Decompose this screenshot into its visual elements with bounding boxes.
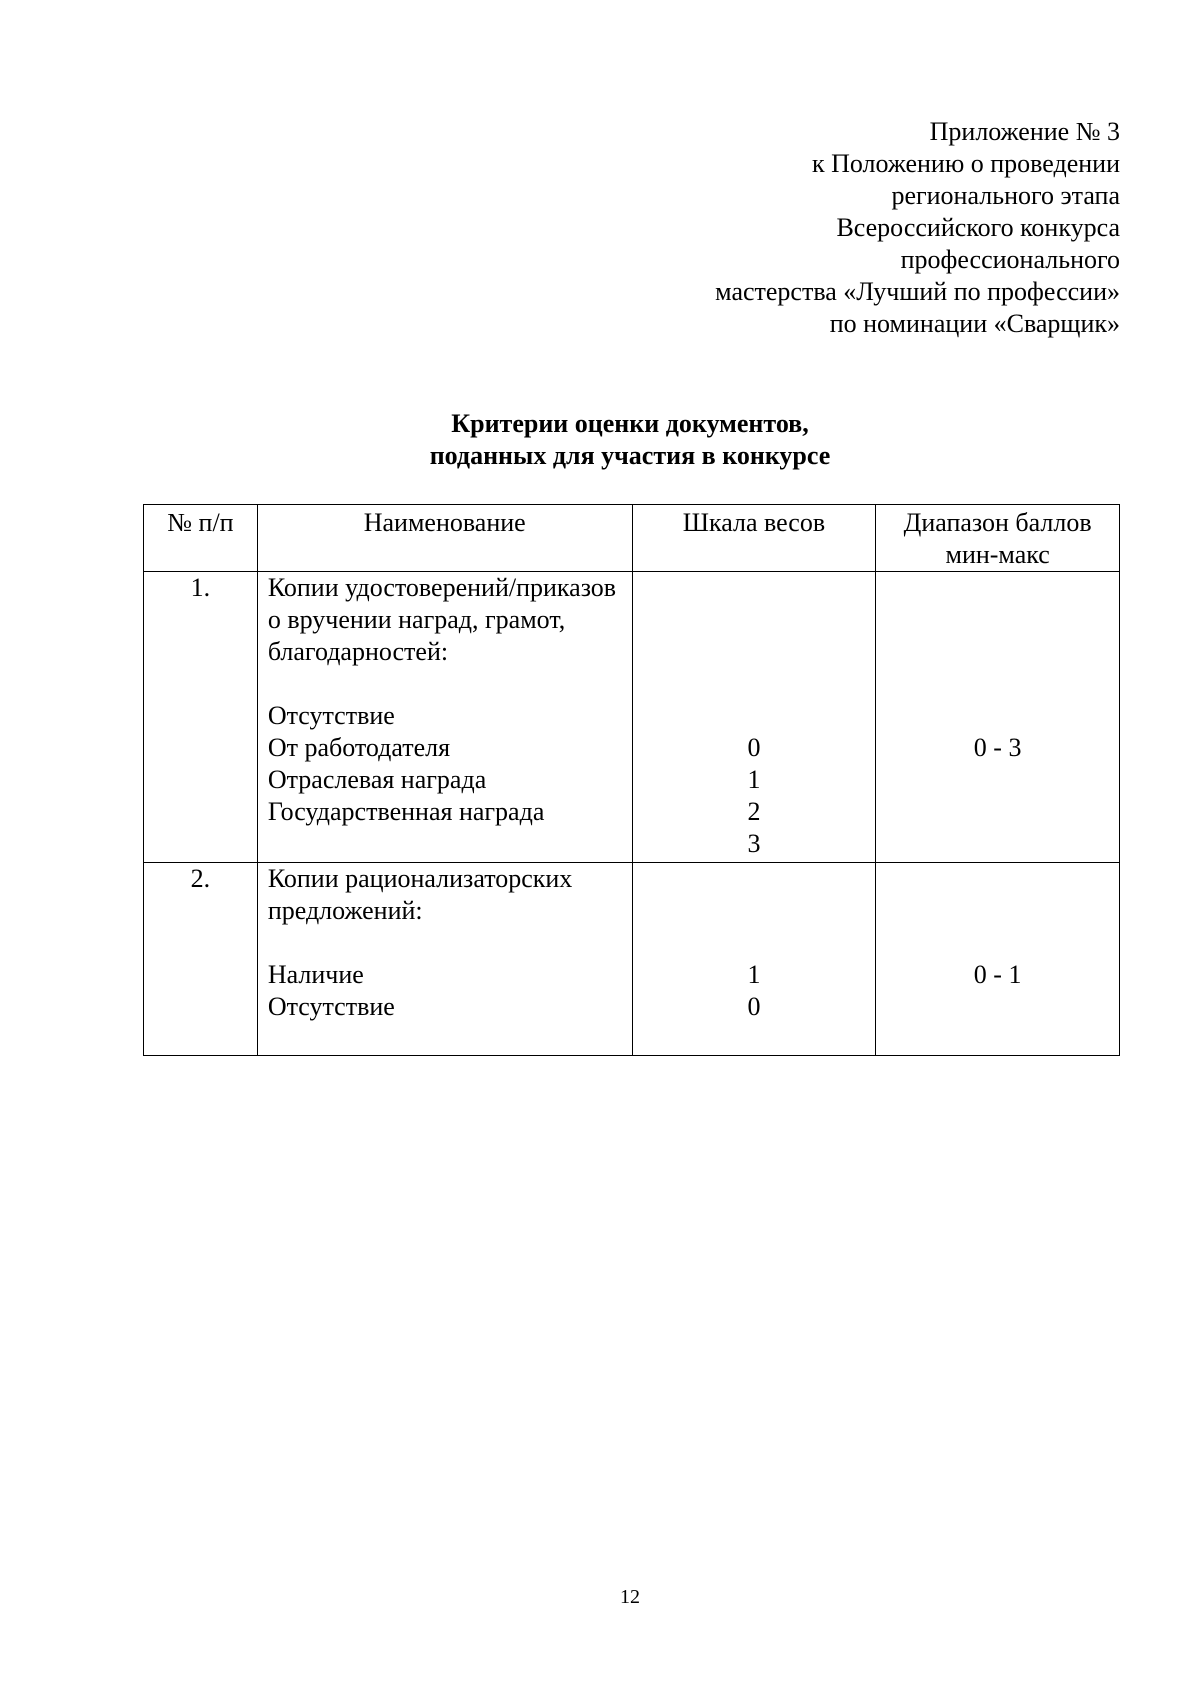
appendix-header-line: Приложение № 3 (929, 117, 1120, 146)
appendix-header-line: регионального этапа (891, 181, 1120, 210)
weight-value: 1 (747, 765, 761, 794)
criterion-option: Государственная награда (267, 797, 545, 826)
row-number: 2. (144, 863, 258, 1056)
header-number: № п/п (144, 505, 258, 572)
row-weight-cell (632, 863, 876, 1056)
appendix-header-line: по номинации «Сварщик» (829, 309, 1120, 338)
row-range-cell (876, 572, 1120, 863)
header-name: Наименование (257, 505, 632, 572)
weight-value: 0 (747, 733, 761, 762)
header-score-range: Диапазон баллов мин-макс (876, 505, 1120, 572)
criterion-title: Копии удостоверений/приказов о вручении наград, грамот, благодарностей: (267, 573, 617, 666)
criteria-table (143, 504, 1120, 1056)
weight-value: 3 (747, 829, 761, 858)
criterion-option: Отсутствие (267, 992, 395, 1021)
table-row (144, 572, 1120, 863)
appendix-header-line: профессионального (900, 245, 1120, 274)
appendix-header-line: Всероссийского конкурса (836, 213, 1120, 242)
criterion-option: Отраслевая награда (267, 765, 487, 794)
row-number: 1. (144, 572, 258, 863)
table-row (144, 863, 1120, 1056)
document-title-line-1: Критерии оценки документов, (451, 409, 809, 438)
weight-value: 2 (747, 797, 761, 826)
score-range-value: 0 - 3 (973, 733, 1022, 762)
score-range-value: 0 - 1 (973, 960, 1022, 989)
criterion-title: Копии рационализаторских предложений: (267, 864, 573, 925)
weight-value: 1 (747, 960, 761, 989)
criterion-option: Наличие (267, 960, 364, 989)
row-name-cell (257, 863, 632, 1056)
appendix-header-line: к Положению о проведении (811, 149, 1120, 178)
document-title (0, 408, 1200, 472)
header-weight-scale: Шкала весов (632, 505, 876, 572)
table-header-row (144, 505, 1120, 572)
appendix-header (420, 116, 1120, 340)
page-number: 12 (620, 1586, 640, 1608)
criterion-option: Отсутствие (267, 701, 395, 730)
appendix-header-line: мастерства «Лучший по профессии» (715, 277, 1120, 306)
weight-value: 0 (747, 992, 761, 1021)
row-name-cell (257, 572, 632, 863)
criterion-option: От работодателя (267, 733, 451, 762)
row-range-cell (876, 863, 1120, 1056)
document-title-line-2: поданных для участия в конкурсе (429, 441, 831, 470)
row-weight-cell (632, 572, 876, 863)
